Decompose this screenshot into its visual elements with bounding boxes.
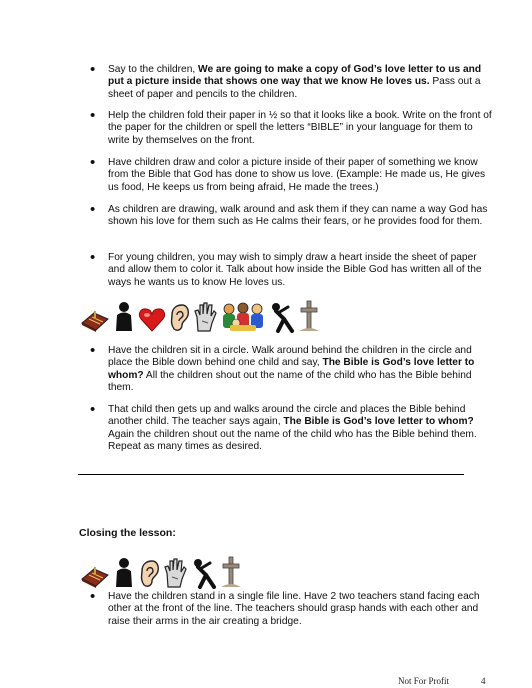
item-text: Pass out a sheet of paper and pencils to the children. xyxy=(108,76,481,100)
item-text: Have the children sit in a circle. Walk around behind the children in the circle and place the Bible down behind one child and say, xyxy=(108,345,472,369)
bullet-marker: • xyxy=(90,342,96,359)
stretching-person-icon xyxy=(190,557,218,594)
bullet-marker: • xyxy=(90,201,96,218)
list-item: Help the children fold their paper in ½ so that it looks like a book. Write on the front of the paper for the children or spell the letters “BIBLE” in your language for them to write by themselves on the front. xyxy=(108,110,492,146)
cross-icon xyxy=(220,555,242,594)
item-text: That child then gets up and walks around the circle and places the Bible behind another child. The teacher says again, xyxy=(108,404,466,428)
stretching-person-icon xyxy=(268,301,296,338)
bible-icon xyxy=(80,303,110,338)
icon-row xyxy=(80,304,320,338)
list-item xyxy=(108,345,493,395)
bullet-marker: • xyxy=(90,401,96,418)
item-bold-text: The Bible is God’s love letter to whom? xyxy=(108,357,475,381)
hand-icon xyxy=(162,557,188,594)
list-item xyxy=(108,64,493,101)
praying-child-icon xyxy=(112,301,136,338)
icon-row xyxy=(80,560,242,594)
list-item: Have children draw and color a picture inside of their paper of something we know from the Bible that God has done to show us love. (Example: He made us, He gives us food, He keeps us from being afraid, He made the trees.) xyxy=(108,157,486,193)
item-text: Say to the children, xyxy=(108,64,199,75)
bible-icon xyxy=(80,559,110,594)
list-item: As children are drawing, walk around and ask them if they can name a way God has shown his love for them such as He calms their fears, or he provides food for them. xyxy=(108,204,488,228)
footer-label: Not For Profit xyxy=(398,676,450,686)
bullet-marker: • xyxy=(90,154,96,171)
section-heading: Closing the lesson: xyxy=(79,527,176,539)
list-item: Have the children stand in a single file line. Have 2 two teachers stand facing each other at the front of the line. The teachers should grasp hands with each other and raise their arms in the air creating a bridge. xyxy=(108,591,480,627)
list-item: For young children, you may wish to simply draw a heart inside the sheet of paper and allow them to color it. Talk about how inside the Bible God has written all of the ways he wants us to know He loves us. xyxy=(108,252,482,288)
cross-icon xyxy=(298,299,320,338)
bullet-marker: • xyxy=(90,249,96,266)
item-bold-text: We are going to make a copy of God’s love letter to us and put a picture inside that shows one way that we know He loves us. xyxy=(108,64,482,88)
ear-icon xyxy=(168,303,190,338)
item-bold-text: The Bible is God’s love letter to whom? xyxy=(283,416,474,428)
ear-icon xyxy=(138,559,160,594)
heart-icon xyxy=(138,307,166,338)
bullet-marker: • xyxy=(90,61,96,78)
section-divider xyxy=(78,474,464,475)
hand-icon xyxy=(192,301,218,338)
children-group-icon xyxy=(220,301,266,338)
praying-child-icon xyxy=(112,557,136,594)
list-item xyxy=(108,404,493,454)
item-text: Again the children shout out the name of the child who has the Bible behind them. Repeat as many times as desired. xyxy=(108,428,477,453)
bullet-marker: • xyxy=(90,107,96,124)
page-number: 4 xyxy=(481,676,486,686)
bullet-marker: • xyxy=(90,588,96,605)
item-text: All the children shout out the name of the child who has the Bible behind them. xyxy=(108,369,472,394)
